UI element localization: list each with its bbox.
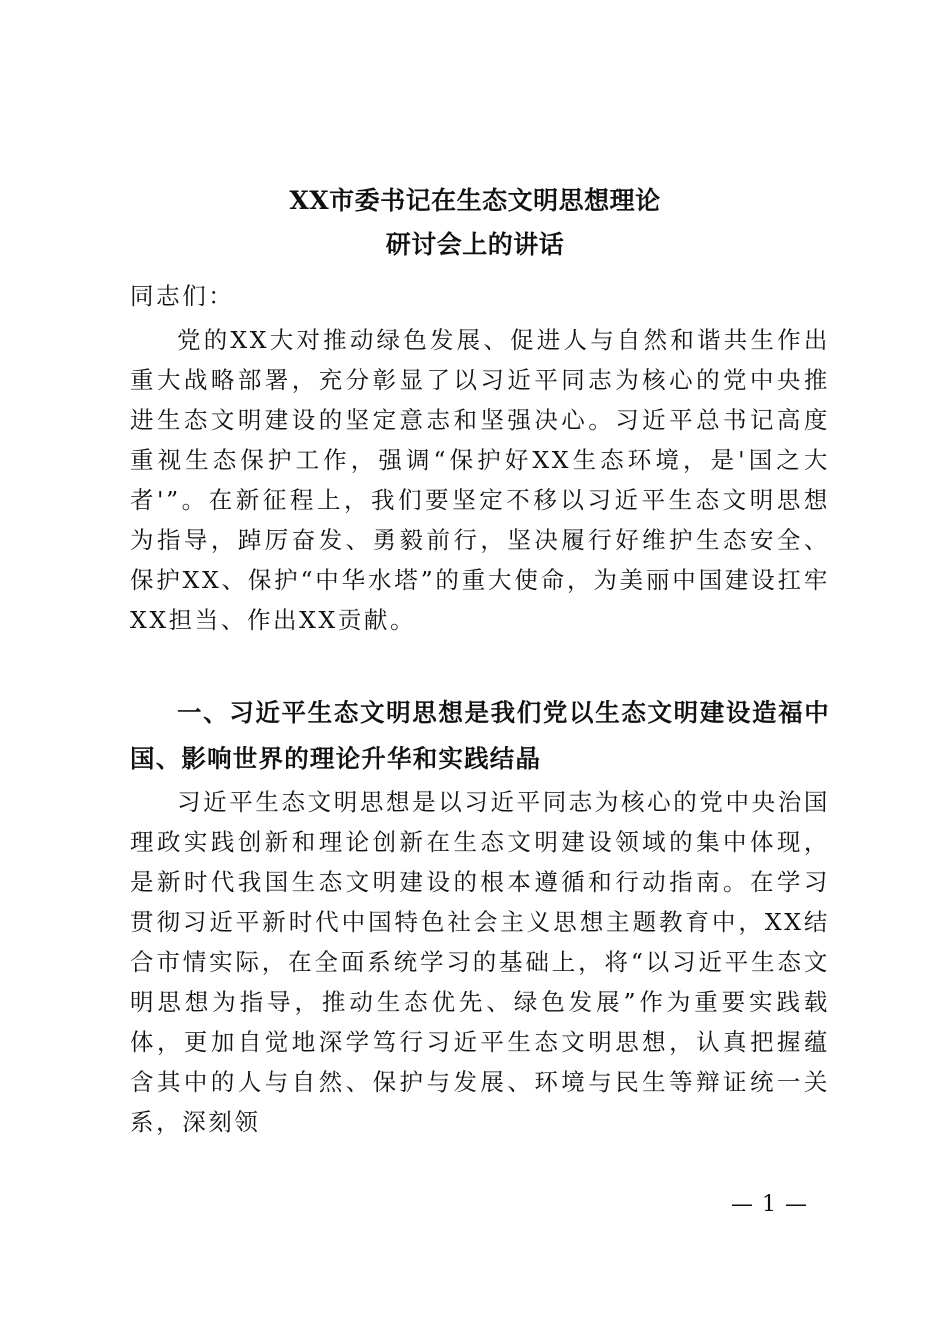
paragraph-1: 党的XX大对推动绿色发展、促进人与自然和谐共生作出重大战略部署，充分彰显了以习近平同志为核心的党中央推进生态文明建设的坚定意志和坚强决心。习近平总书记高度重视生态保护工作，强调“保护好XX生态环境，是'国之大者'”。在新征程上，我们要坚定不移以习近平生态文明思想为指导，踔厉奋发、勇毅前行，坚决履行好维护生态安全、保护XX、保护“中华水塔”的重大使命，为美丽中国建设扛牢XX担当、作出XX贡献。 — [130, 326, 830, 634]
paragraph-2: 习近平生态文明思想是以习近平同志为核心的党中央治国理政实践创新和理论创新在生态文明建设领域的集中体现，是新时代我国生态文明建设的根本遵循和行动指南。在学习贯彻习近平新时代中国特色社会主义思想主题教育中，XX结合市情实际，在全面系统学习的基础上，将“以习近平生态文明思想为指导，推动生态优先、绿色发展”作为重要实践载体，更加自觉地深学笃行习近平生态文明思想，认真把握蕴含其中的人与自然、保护与发展、环境与民生等辩证统一关系，深刻领 — [130, 788, 830, 1136]
document-title-line-1: XX市委书记在生态文明思想理论 — [289, 186, 661, 215]
page-number: — 1 — — [731, 1192, 808, 1217]
greeting: 同志们： — [130, 282, 235, 310]
document-title-line-2: 研讨会上的讲话 — [385, 230, 565, 259]
section-heading-1: 一、习近平生态文明思想是我们党以生态文明建设造福中国、影响世界的理论升华和实践结晶 — [130, 698, 830, 773]
